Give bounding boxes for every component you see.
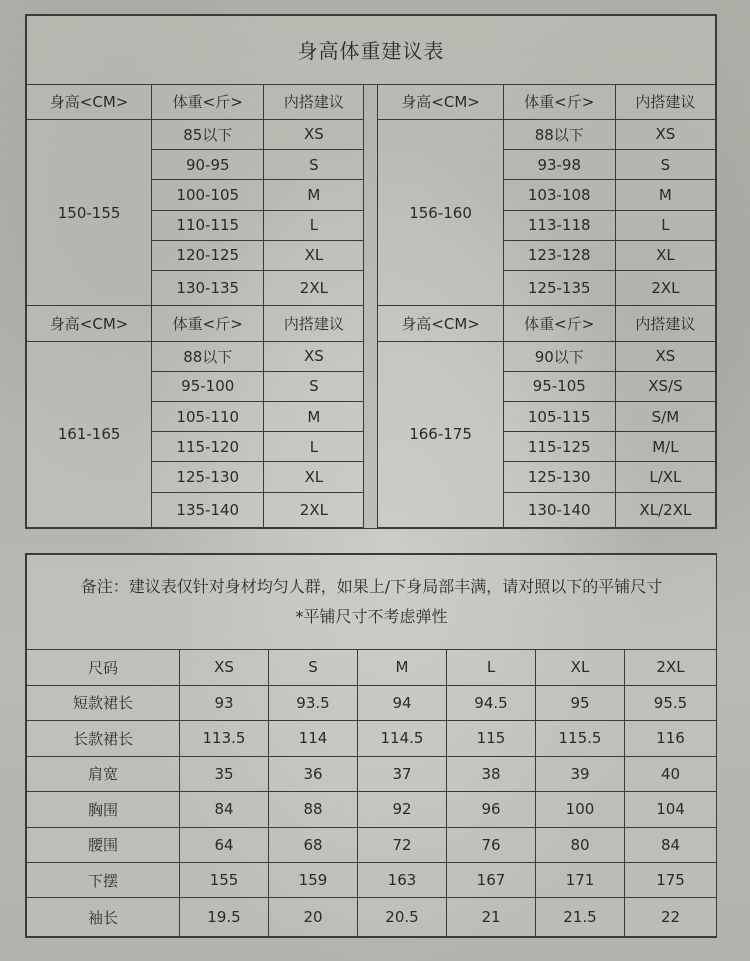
value-cell: 21.5 — [536, 898, 625, 937]
value-cell: 93.5 — [269, 685, 358, 720]
value-cell: 76 — [447, 827, 536, 862]
weight-cell: 90-95 — [152, 150, 264, 180]
header-height: 身高<CM> — [378, 306, 503, 341]
weight-cell: 110-115 — [152, 210, 264, 240]
value-cell: 94.5 — [447, 685, 536, 720]
value-cell: 39 — [536, 756, 625, 791]
table-row — [27, 827, 717, 862]
header-suggestion: 内搭建议 — [264, 84, 364, 119]
value-cell: 115 — [447, 721, 536, 756]
value-cell: 20 — [269, 898, 358, 937]
value-cell: 163 — [358, 862, 447, 897]
height-range: 166-175 — [378, 341, 503, 528]
value-cell: 84 — [180, 792, 269, 827]
column-gap — [364, 84, 378, 527]
weight-cell: 125-135 — [503, 270, 615, 305]
weight-cell: 95-105 — [503, 371, 615, 401]
value-cell: 19.5 — [180, 898, 269, 937]
size-cell: M — [615, 180, 715, 210]
value-cell: 21 — [447, 898, 536, 937]
height-range: 150-155 — [27, 119, 152, 305]
value-cell: 68 — [269, 827, 358, 862]
weight-cell: 113-118 — [503, 210, 615, 240]
size-cell: XS/S — [615, 371, 715, 401]
header-weight: 体重<斤> — [503, 84, 615, 119]
value-cell: 92 — [358, 792, 447, 827]
size-cell: XL — [615, 240, 715, 270]
value-cell: 100 — [536, 792, 625, 827]
size-cell: L/XL — [615, 462, 715, 492]
size-cell: L — [264, 432, 364, 462]
height-range: 161-165 — [27, 341, 152, 528]
size-cell: S/M — [615, 401, 715, 431]
table-row — [27, 721, 717, 756]
weight-cell: 130-140 — [503, 492, 615, 527]
size-header-label: 尺码 — [27, 650, 180, 685]
table-row — [27, 862, 717, 897]
header-suggestion: 内搭建议 — [264, 306, 364, 341]
table-row — [27, 792, 717, 827]
value-cell: 37 — [358, 756, 447, 791]
note — [27, 555, 717, 650]
size-header: L — [447, 650, 536, 685]
row-label: 下摆 — [27, 862, 180, 897]
weight-cell: 103-108 — [503, 180, 615, 210]
value-cell: 38 — [447, 756, 536, 791]
flat-size-table — [26, 554, 717, 937]
size-cell: 2XL — [264, 492, 364, 527]
weight-cell: 95-100 — [152, 371, 264, 401]
header-height: 身高<CM> — [378, 84, 503, 119]
weight-cell: 105-115 — [503, 401, 615, 431]
weight-cell: 115-125 — [503, 432, 615, 462]
table-row — [27, 685, 717, 720]
size-cell: M — [264, 401, 364, 431]
size-cell: XS — [615, 341, 715, 371]
note-line-1: 备注：建议表仅针对身材均匀人群，如果上/下身局部丰满，请对照以下的平铺尺寸 — [80, 577, 663, 597]
size-cell: S — [264, 150, 364, 180]
size-cell: 2XL — [264, 270, 364, 305]
size-cell: XL/2XL — [615, 492, 715, 527]
row-label: 肩宽 — [27, 756, 180, 791]
value-cell: 93 — [180, 685, 269, 720]
size-cell: M/L — [615, 432, 715, 462]
weight-cell: 123-128 — [503, 240, 615, 270]
value-cell: 175 — [625, 862, 717, 897]
weight-cell: 85以下 — [152, 119, 264, 149]
header-weight: 体重<斤> — [152, 306, 264, 341]
table-row — [27, 756, 717, 791]
value-cell: 116 — [625, 721, 717, 756]
table-row — [27, 898, 717, 937]
weight-cell: 125-130 — [152, 462, 264, 492]
value-cell: 35 — [180, 756, 269, 791]
weight-cell: 93-98 — [503, 150, 615, 180]
weight-cell: 88以下 — [503, 119, 615, 149]
note-line-2: *平铺尺寸不考虑弹性 — [295, 607, 448, 627]
weight-cell: 135-140 — [152, 492, 264, 527]
size-header: M — [358, 650, 447, 685]
value-cell: 40 — [625, 756, 717, 791]
value-cell: 80 — [536, 827, 625, 862]
value-cell: 36 — [269, 756, 358, 791]
size-header: XL — [536, 650, 625, 685]
value-cell: 94 — [358, 685, 447, 720]
weight-cell: 125-130 — [503, 462, 615, 492]
weight-cell: 100-105 — [152, 180, 264, 210]
weight-cell: 130-135 — [152, 270, 264, 305]
value-cell: 20.5 — [358, 898, 447, 937]
value-cell: 95.5 — [625, 685, 717, 720]
table-title: 身高体重建议表 — [27, 16, 716, 85]
value-cell: 96 — [447, 792, 536, 827]
row-label: 腰围 — [27, 827, 180, 862]
size-cell: L — [615, 210, 715, 240]
value-cell: 95 — [536, 685, 625, 720]
value-cell: 88 — [269, 792, 358, 827]
size-cell: 2XL — [615, 270, 715, 305]
row-label: 短款裙长 — [27, 685, 180, 720]
weight-cell: 88以下 — [152, 341, 264, 371]
value-cell: 167 — [447, 862, 536, 897]
size-cell: XL — [264, 240, 364, 270]
height-weight-table — [26, 15, 716, 528]
value-cell: 104 — [625, 792, 717, 827]
flat-size-panel — [25, 553, 717, 938]
size-header: S — [269, 650, 358, 685]
row-label: 长款裙长 — [27, 721, 180, 756]
size-header-row — [27, 650, 717, 685]
value-cell: 64 — [180, 827, 269, 862]
weight-cell: 105-110 — [152, 401, 264, 431]
size-cell: M — [264, 180, 364, 210]
header-height: 身高<CM> — [27, 84, 152, 119]
value-cell: 155 — [180, 862, 269, 897]
value-cell: 171 — [536, 862, 625, 897]
value-cell: 72 — [358, 827, 447, 862]
value-cell: 114.5 — [358, 721, 447, 756]
weight-cell: 120-125 — [152, 240, 264, 270]
row-label: 胸围 — [27, 792, 180, 827]
header-suggestion: 内搭建议 — [615, 306, 715, 341]
height-weight-panel — [25, 14, 717, 529]
header-weight: 体重<斤> — [152, 84, 264, 119]
height-range: 156-160 — [378, 119, 503, 305]
value-cell: 159 — [269, 862, 358, 897]
size-cell: XS — [264, 341, 364, 371]
value-cell: 22 — [625, 898, 717, 937]
size-header: XS — [180, 650, 269, 685]
value-cell: 114 — [269, 721, 358, 756]
value-cell: 84 — [625, 827, 717, 862]
size-cell: L — [264, 210, 364, 240]
header-weight: 体重<斤> — [503, 306, 615, 341]
value-cell: 113.5 — [180, 721, 269, 756]
header-suggestion: 内搭建议 — [615, 84, 715, 119]
weight-cell: 90以下 — [503, 341, 615, 371]
size-cell: S — [615, 150, 715, 180]
row-label: 袖长 — [27, 898, 180, 937]
size-cell: XS — [264, 119, 364, 149]
weight-cell: 115-120 — [152, 432, 264, 462]
size-cell: XS — [615, 119, 715, 149]
value-cell: 115.5 — [536, 721, 625, 756]
size-cell: XL — [264, 462, 364, 492]
header-height: 身高<CM> — [27, 306, 152, 341]
size-header: 2XL — [625, 650, 717, 685]
size-cell: S — [264, 371, 364, 401]
